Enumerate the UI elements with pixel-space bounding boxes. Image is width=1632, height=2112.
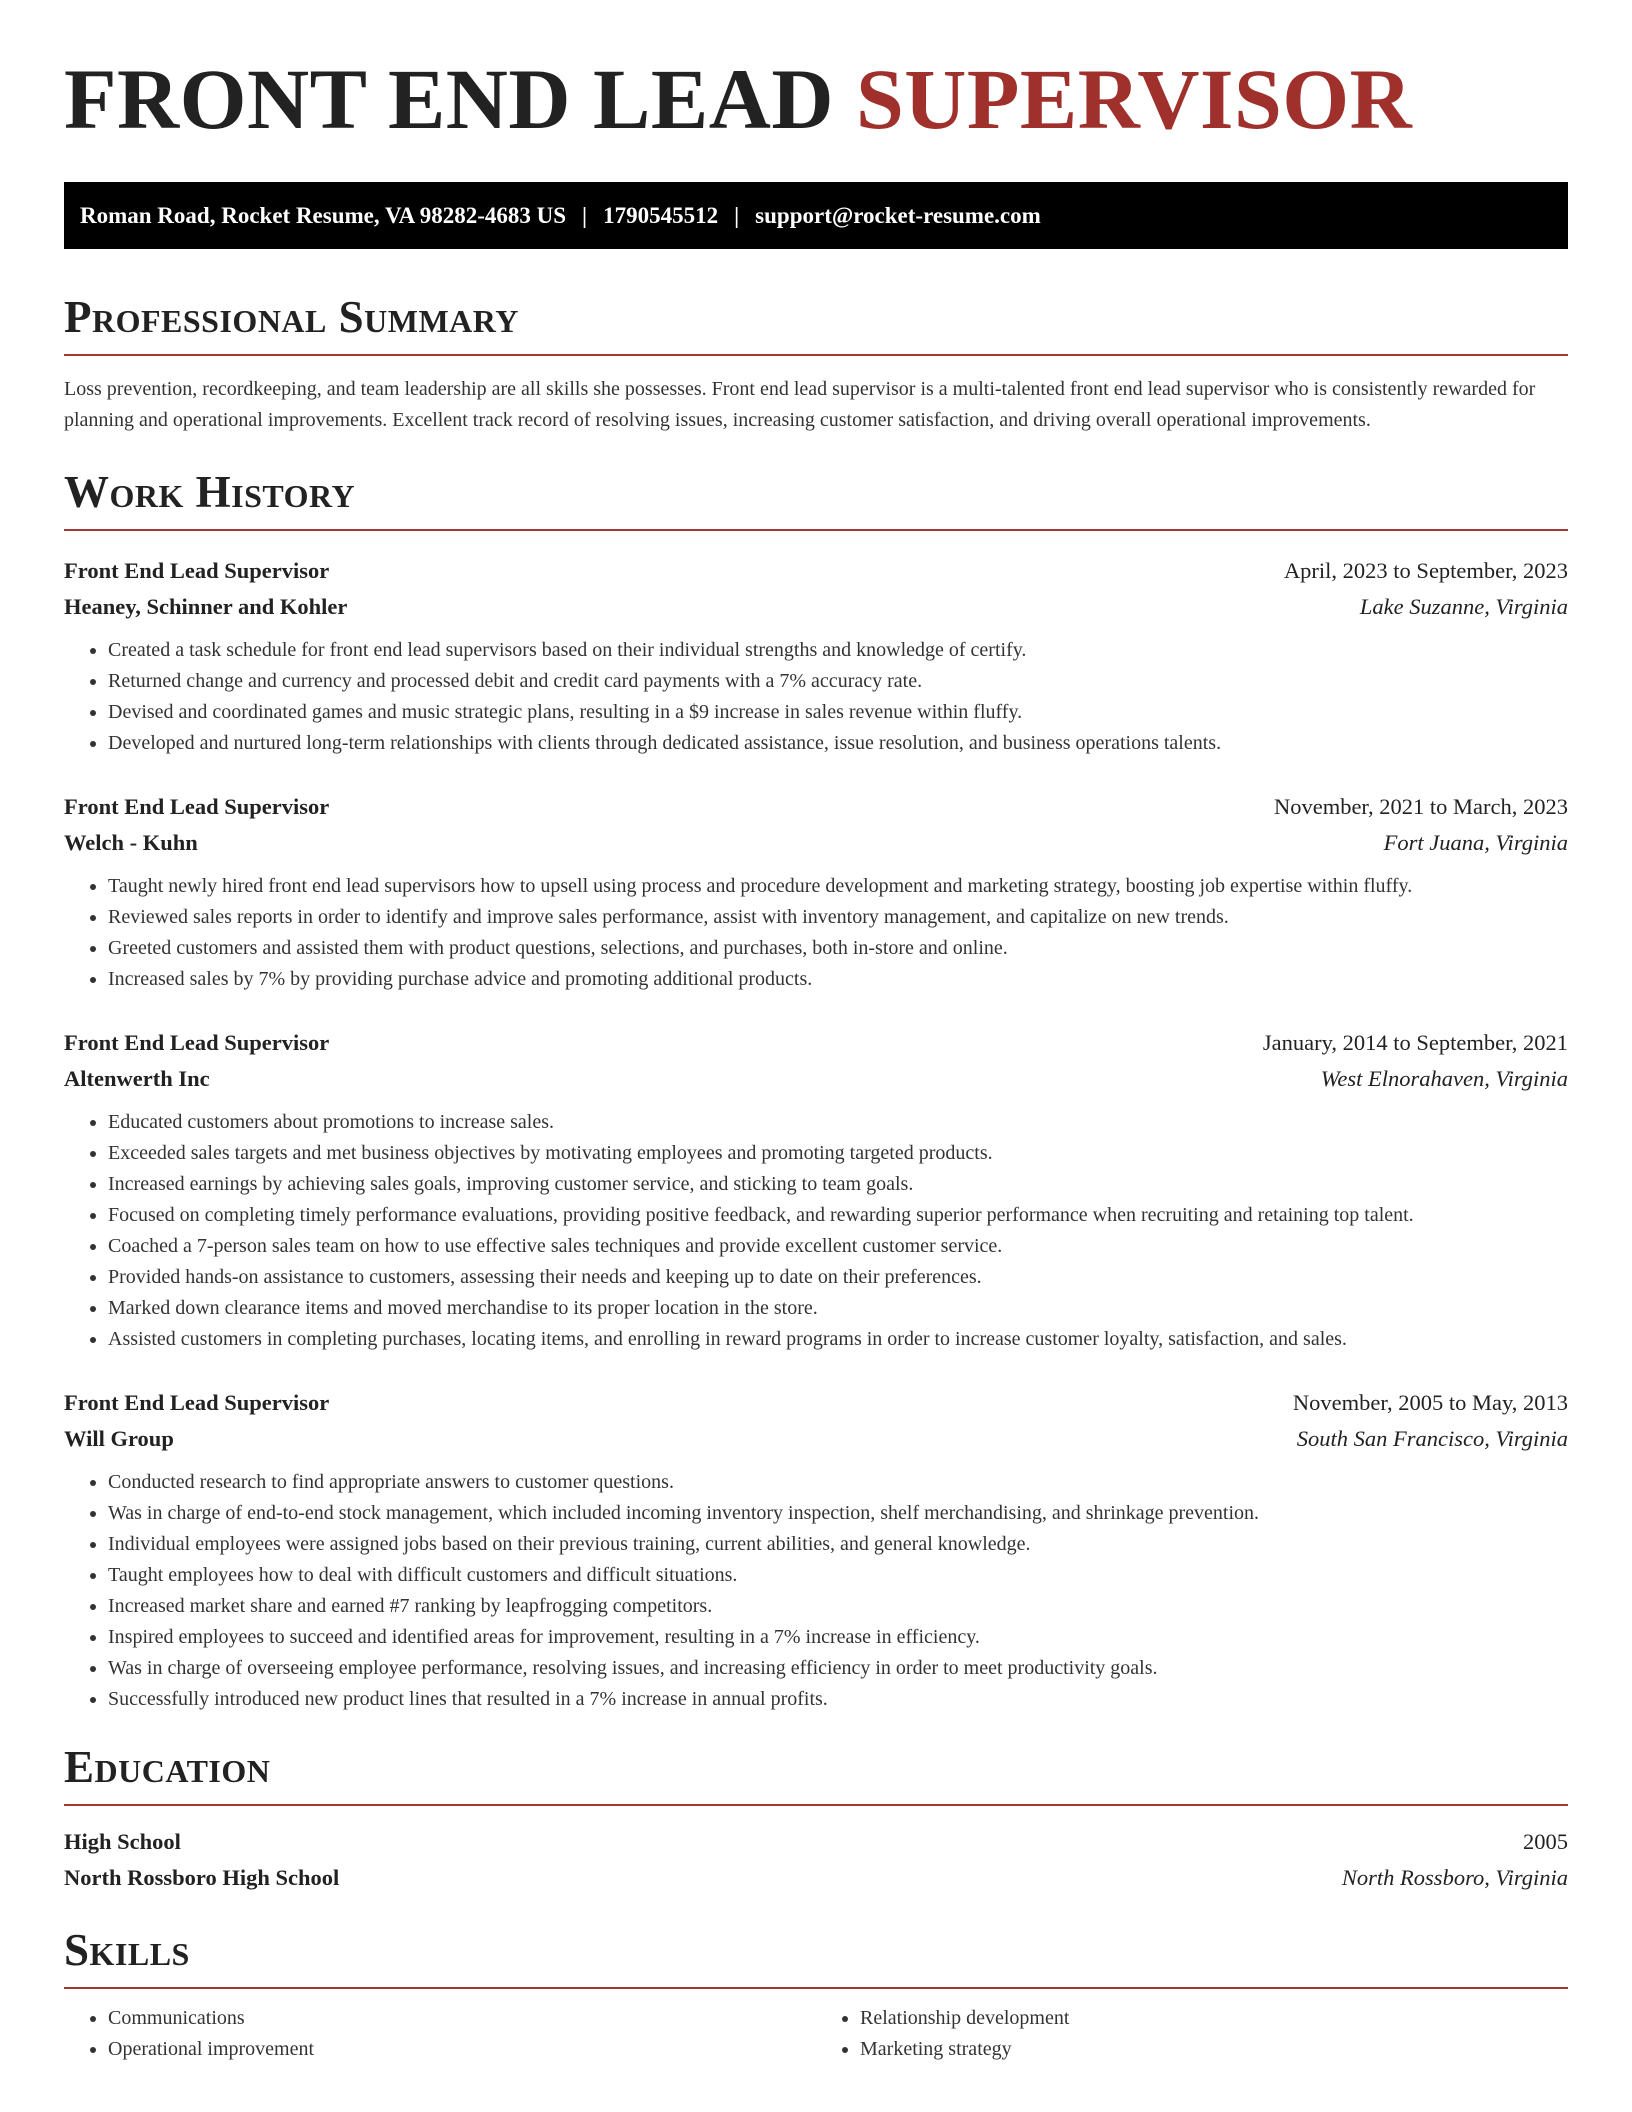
contact-separator: | bbox=[734, 202, 740, 228]
job-bullet: • Taught newly hired front end lead supervisors how to upsell using process and procedure development and marketing strategy, boosting job expertise within fluffy. bbox=[108, 871, 1568, 902]
job-bullet: • Taught employees how to deal with difficult customers and difficult situations. bbox=[108, 1560, 1568, 1591]
title-primary: FRONT END LEAD bbox=[64, 51, 834, 147]
job-bullet: • Reviewed sales reports in order to identify and improve sales performance, assist with inventory management, and capitalize on new trends. bbox=[108, 902, 1568, 933]
skill-item: • Relationship development bbox=[860, 2003, 1568, 2034]
job-location: South San Francisco, Virginia bbox=[1296, 1426, 1568, 1451]
job-entry bbox=[64, 1025, 1568, 1355]
job-bullet: • Assisted customers in completing purchases, locating items, and enrolling in reward programs in order to increase customer loyalty, satisfaction, and sales. bbox=[108, 1324, 1568, 1355]
skill-item: • Marketing strategy bbox=[860, 2034, 1568, 2065]
skills-column-left bbox=[64, 2003, 816, 2065]
job-bullet: • Increased earnings by achieving sales goals, improving customer service, and sticking to team goals. bbox=[108, 1169, 1568, 1200]
job-dates: November, 2021 to March, 2023 bbox=[1273, 794, 1568, 819]
job-bullet: • Created a task schedule for front end lead supervisors based on their individual strengths and knowledge of certify. bbox=[108, 635, 1568, 666]
job-bullet: • Focused on completing timely performance evaluations, providing positive feedback, and rewarding superior performance when recruiting and retaining top talent. bbox=[108, 1200, 1568, 1231]
title-accent: SUPERVISOR bbox=[855, 51, 1413, 147]
job-bullet: • Conducted research to find appropriate answers to customer questions. bbox=[108, 1467, 1568, 1498]
job-location: Lake Suzanne, Virginia bbox=[1359, 594, 1568, 619]
job-dates: April, 2023 to September, 2023 bbox=[1283, 558, 1568, 583]
summary-text: Loss prevention, recordkeeping, and team leadership are all skills she possesses. Front end lead supervisor is a multi-talented front end lead supervisor who is consistently rewarded for planning and operational improvements. Excellent track record of resolving issues, increasing customer satisfaction, and driving overall operational improvements. bbox=[64, 378, 1536, 431]
education-location: North Rossboro, Virginia bbox=[1341, 1865, 1568, 1890]
education-entry bbox=[64, 1824, 1568, 1896]
contact-phone: 1790545512 bbox=[603, 202, 719, 228]
job-bullet: • Greeted customers and assisted them with product questions, selections, and purchases, both in-store and online. bbox=[108, 933, 1568, 964]
skill-item: • Communications bbox=[108, 2003, 816, 2034]
job-dates: January, 2014 to September, 2021 bbox=[1262, 1030, 1568, 1055]
job-company: Will Group bbox=[64, 1426, 174, 1451]
job-bullets bbox=[64, 1467, 1568, 1715]
job-bullet: • Marked down clearance items and moved merchandise to its proper location in the store. bbox=[108, 1293, 1568, 1324]
job-bullet: • Developed and nurtured long-term relationships with clients through dedicated assistance, issue resolution, and business operations talents. bbox=[108, 728, 1568, 759]
education-school: North Rossboro High School bbox=[64, 1865, 340, 1890]
job-dates: November, 2005 to May, 2013 bbox=[1292, 1390, 1568, 1415]
job-bullet: • Increased market share and earned #7 ranking by leapfrogging competitors. bbox=[108, 1591, 1568, 1622]
job-entry bbox=[64, 553, 1568, 759]
job-bullet: • Was in charge of overseeing employee performance, resolving issues, and increasing efficiency in order to meet productivity goals. bbox=[108, 1653, 1568, 1684]
skills-column-right bbox=[816, 2003, 1568, 2065]
job-company: Heaney, Schinner and Kohler bbox=[64, 594, 348, 619]
job-entry bbox=[64, 1385, 1568, 1715]
skill-item: • Operational improvement bbox=[108, 2034, 816, 2065]
resume-title bbox=[64, 51, 1568, 147]
job-bullets bbox=[64, 635, 1568, 759]
job-title: Front End Lead Supervisor bbox=[64, 1390, 330, 1415]
job-bullet: • Coached a 7-person sales team on how to use effective sales techniques and provide excellent customer service. bbox=[108, 1231, 1568, 1262]
summary-heading: Professional Summary bbox=[64, 295, 1568, 356]
job-bullet: • Exceeded sales targets and met business objectives by motivating employees and promoting targeted products. bbox=[108, 1138, 1568, 1169]
job-bullet: • Increased sales by 7% by providing purchase advice and promoting additional products. bbox=[108, 964, 1568, 995]
job-bullet: • Educated customers about promotions to increase sales. bbox=[108, 1107, 1568, 1138]
skills-heading: Skills bbox=[64, 1928, 1568, 1989]
job-bullet: • Inspired employees to succeed and identified areas for improvement, resulting in a 7% increase in efficiency. bbox=[108, 1622, 1568, 1653]
education-degree: High School bbox=[64, 1829, 181, 1854]
job-bullet: • Provided hands-on assistance to customers, assessing their needs and keeping up to date on their preferences. bbox=[108, 1262, 1568, 1293]
education-heading: Education bbox=[64, 1745, 1568, 1806]
job-bullets bbox=[64, 1107, 1568, 1355]
job-bullet: • Was in charge of end-to-end stock management, which included incoming inventory inspection, shelf merchandising, and shrinkage prevention. bbox=[108, 1498, 1568, 1529]
job-bullet: • Successfully introduced new product lines that resulted in a 7% increase in annual profits. bbox=[108, 1684, 1568, 1715]
job-bullet: • Individual employees were assigned jobs based on their previous training, current abilities, and general knowledge. bbox=[108, 1529, 1568, 1560]
job-bullet: • Returned change and currency and processed debit and credit card payments with a 7% accuracy rate. bbox=[108, 666, 1568, 697]
contact-address: Roman Road, Rocket Resume, VA 98282-4683 US bbox=[80, 202, 566, 228]
job-bullet: • Devised and coordinated games and music strategic plans, resulting in a $9 increase in sales revenue within fluffy. bbox=[108, 697, 1568, 728]
job-company: Welch - Kuhn bbox=[64, 830, 198, 855]
education-year: 2005 bbox=[1523, 1829, 1568, 1854]
job-title: Front End Lead Supervisor bbox=[64, 1030, 330, 1055]
contact-separator: | bbox=[582, 202, 588, 228]
contact-bar bbox=[64, 182, 1568, 249]
job-location: Fort Juana, Virginia bbox=[1383, 830, 1568, 855]
job-title: Front End Lead Supervisor bbox=[64, 558, 330, 583]
job-title: Front End Lead Supervisor bbox=[64, 794, 330, 819]
contact-email: support@rocket-resume.com bbox=[755, 202, 1041, 228]
job-company: Altenwerth Inc bbox=[64, 1066, 210, 1091]
job-bullets bbox=[64, 871, 1568, 995]
job-location: West Elnorahaven, Virginia bbox=[1320, 1066, 1568, 1091]
skills-list bbox=[64, 2003, 1568, 2065]
work-history-heading: Work History bbox=[64, 470, 1568, 531]
job-entry bbox=[64, 789, 1568, 995]
